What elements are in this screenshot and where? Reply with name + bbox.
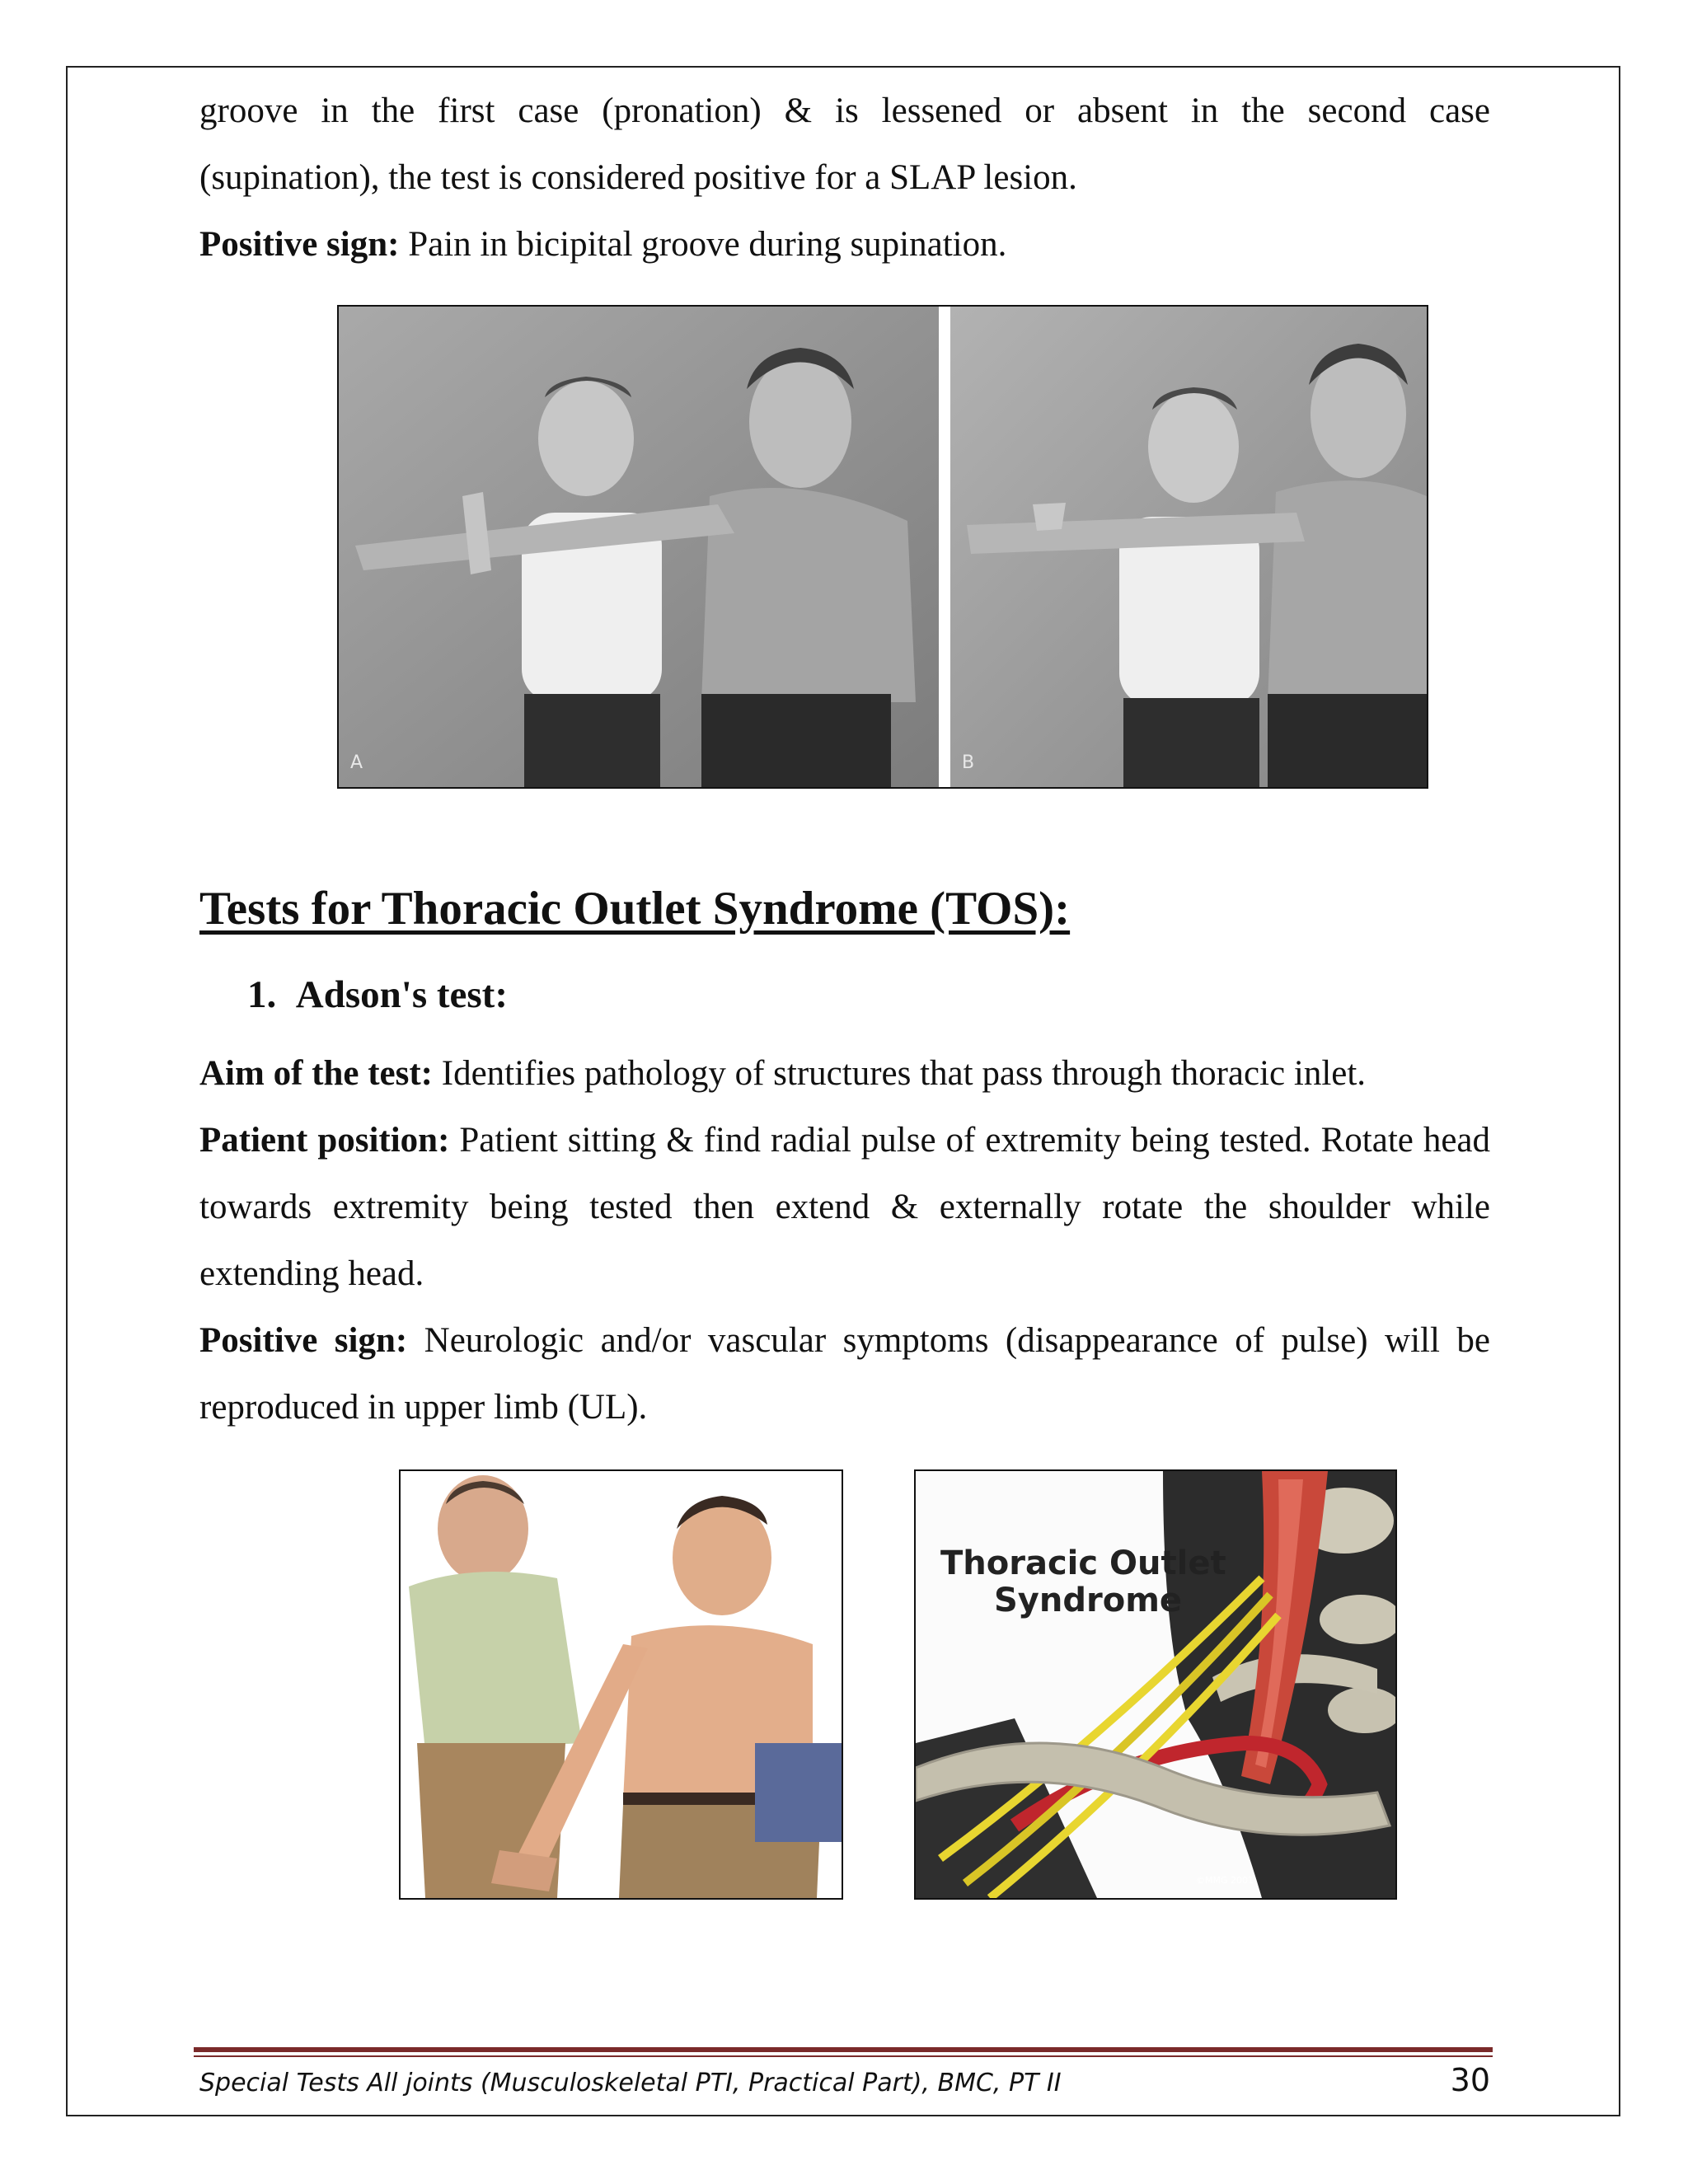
tos-anatomy-figure [914, 1469, 1397, 1900]
positive-sign-label: Positive sign: [199, 225, 400, 264]
intro-paragraph [199, 77, 1490, 278]
photo-panel-b [950, 307, 1427, 787]
intro-positive-sign [199, 211, 1490, 278]
test-name: Adson's test: [295, 973, 508, 1016]
footer-text: Special Tests All joints (Musculoskeletal PTI, Practical Part), BMC, PT II [199, 2069, 1062, 2097]
tos-title-line-1: Thoracic Outlet [940, 1544, 1226, 1582]
test-heading [247, 972, 508, 1017]
test-number: 1. [247, 973, 277, 1016]
footer-rule-thin [194, 2055, 1493, 2057]
position-paragraph [199, 1107, 1490, 1307]
panel-label-b: B [962, 752, 975, 773]
section-title: Tests for Thoracic Outlet Syndrome (TOS): [199, 883, 1071, 935]
adson-test-photo [401, 1471, 842, 1898]
speed-test-photo [339, 307, 1427, 787]
adson-positive-text: Neurologic and/or vascular symptoms (disappearance of pulse) will be reproduced in upper limb (UL). [199, 1321, 1490, 1427]
positive-sign-text: Pain in bicipital groove during supination. [399, 225, 1007, 264]
adson-test-photo-figure [399, 1469, 843, 1900]
position-text: Patient sitting & find radial pulse of extremity being tested. Rotate head towards extremity being tested then extend & externally rotate the shoulder while extending head. [199, 1121, 1490, 1293]
aim-text: Identifies pathology of structures that pass through thoracic inlet. [433, 1054, 1367, 1093]
adson-description [199, 1040, 1490, 1441]
photo-panel-a [339, 307, 939, 787]
tos-copyright: ©MMG 2001 [1196, 1875, 1254, 1886]
adson-positive-label: Positive sign: [199, 1321, 408, 1360]
tos-title-line-2: Syndrome [994, 1582, 1183, 1619]
intro-line-2: (supination), the test is considered positive for a SLAP lesion. [199, 158, 1077, 197]
position-label: Patient position: [199, 1121, 450, 1160]
tos-anatomy-illustration [916, 1471, 1395, 1898]
intro-line-1: groove in the first case (pronation) & is lessened or absent in the second case [199, 91, 1490, 130]
footer-rule [194, 2047, 1493, 2052]
adson-positive-paragraph [199, 1307, 1490, 1441]
page-number: 30 [1450, 2062, 1490, 2098]
panel-label-a: A [350, 752, 363, 773]
aim-line [199, 1040, 1490, 1107]
aim-label: Aim of the test: [199, 1054, 433, 1093]
speed-test-photo-figure [337, 305, 1428, 789]
